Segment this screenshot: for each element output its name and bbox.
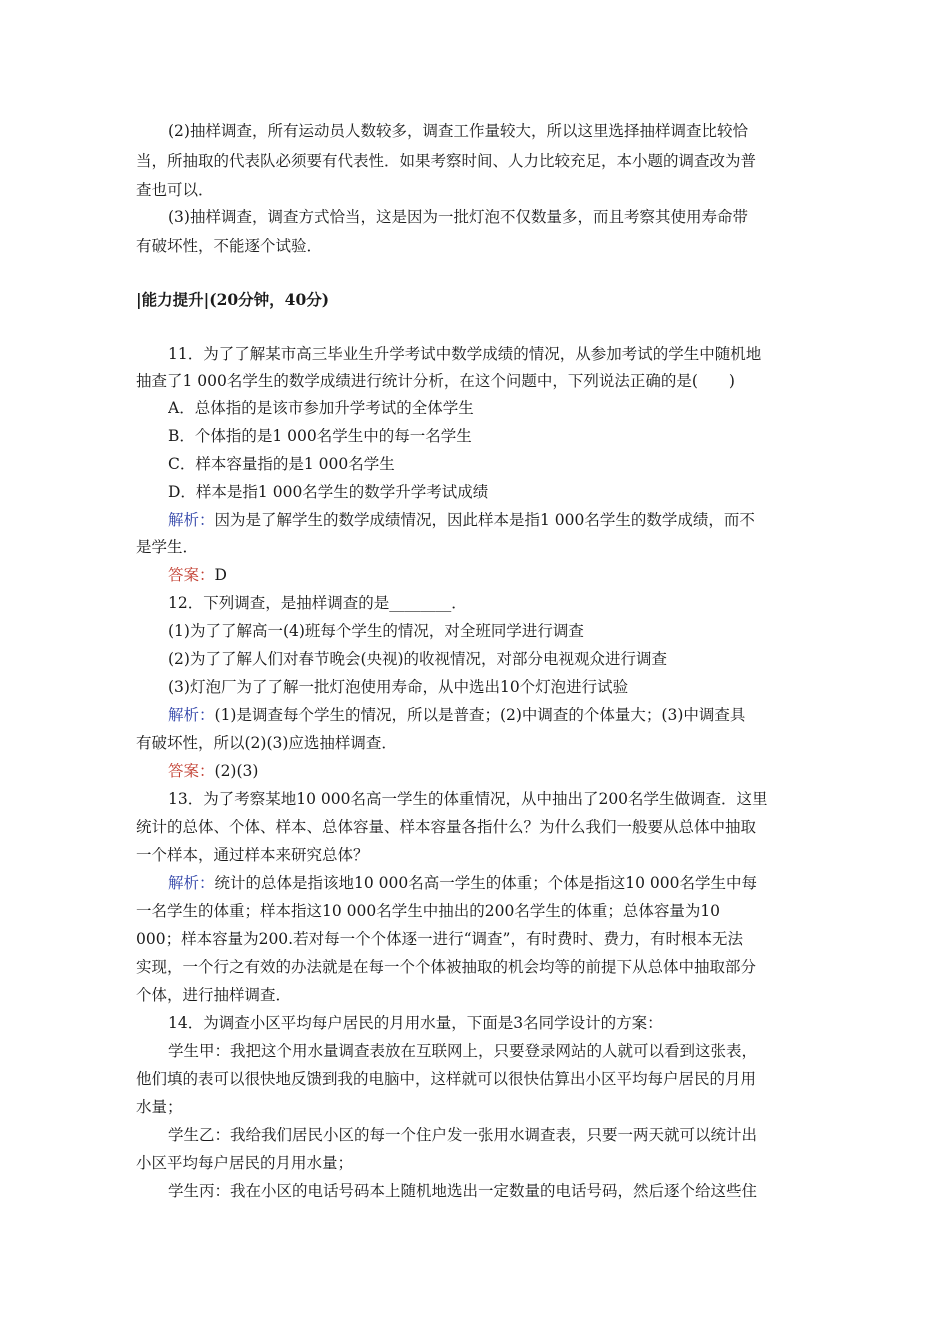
analysis-label: 解析：: [168, 511, 215, 529]
q11-analysis-line1: [168, 506, 816, 534]
q14-student-c-line1: 学生丙：我在小区的电话号码本上随机地选出一定数量的电话号码，然后逐个给这些住: [168, 1182, 758, 1200]
q14-student-a-line3: 水量；: [136, 1098, 183, 1116]
answer-value: (2)(3): [214, 762, 259, 780]
q13-analysis-line5: 个体，进行抽样调查．: [136, 986, 292, 1004]
q13-analysis-line2: 一名学生的体重；样本指这10 000名学生中抽出的200名学生的体重；总体容量为10: [136, 902, 721, 920]
prev-q2-line2: 当，所抽取的代表队必须要有代表性．如果考察时间、人力比较充足，本小题的调查改为普: [136, 152, 757, 170]
q12-item2: (2)为了了解人们对春节晚会(央视)的收视情况，对部分电视观众进行调查: [168, 650, 668, 668]
q11-option-a: A．总体指的是该市参加升学考试的全体学生: [168, 399, 474, 417]
q12-answer: [168, 757, 816, 785]
analysis-label: 解析：: [168, 874, 215, 892]
q12-line1: 12．下列调查，是抽样调查的是________．: [168, 594, 467, 612]
q11-option-c: C．样本容量指的是1 000名学生: [168, 455, 395, 473]
q11-answer: [168, 561, 816, 589]
prev-q3-line2: 有破坏性，不能逐个试验．: [136, 237, 323, 255]
q11-line1: 11．为了了解某市高三毕业生升学考试中数学成绩的情况，从参加考试的学生中随机地: [168, 345, 762, 363]
prev-q2-line1: (2)抽样调查，所有运动员人数较多，调查工作量较大，所以这里选择抽样调查比较恰: [168, 122, 748, 140]
analysis-text: (1)是调查每个学生的情况，所以是普查；(2)中调查的个体量大；(3)中调查具: [214, 706, 746, 724]
q13-line1: 13．为了考察某地10 000名高一学生的体重情况，从中抽出了200名学生做调查．这里: [168, 790, 768, 808]
q12-item1: (1)为了了解高一(4)班每个学生的情况，对全班同学进行调查: [168, 622, 584, 640]
q14-student-b-line2: 小区平均每户居民的月用水量；: [136, 1154, 354, 1172]
answer-value: D: [214, 566, 227, 584]
q13-line2: 统计的总体、个体、样本、总体容量、样本容量各指什么？为什么我们一般要从总体中抽取: [136, 818, 757, 836]
q12-analysis-line2: 有破坏性，所以(2)(3)应选抽样调查．: [136, 734, 397, 752]
q11-line2: 抽查了1 000名学生的数学成绩进行统计分析，在这个问题中，下列说法正确的是( ): [136, 372, 735, 390]
q12-item3: (3)灯泡厂为了了解一批灯泡使用寿命，从中选出10个灯泡进行试验: [168, 678, 629, 696]
prev-q3-line1: (3)抽样调查，调查方式恰当，这是因为一批灯泡不仅数量多，而且考察其使用寿命带: [168, 208, 748, 226]
q14-student-a-line1: 学生甲：我把这个用水量调查表放在互联网上，只要登录网站的人就可以看到这张表，: [168, 1042, 758, 1060]
q11-option-d: D．样本是指1 000名学生的数学升学考试成绩: [168, 483, 489, 501]
q14-student-a-line2: 他们填的表可以很快地反馈到我的电脑中，这样就可以很快估算出小区平均每户居民的月用: [136, 1070, 757, 1088]
analysis-text: 因为是了解学生的数学成绩情况，因此样本是指1 000名学生的数学成绩，而不: [214, 511, 755, 529]
answer-label: 答案：: [168, 762, 215, 780]
q13-analysis-line3: 000；样本容量为200.若对每一个个体逐一进行“调查”，有时费时、费力，有时根本无法: [136, 930, 743, 948]
q14-line1: 14．为调查小区平均每户居民的月用水量，下面是3名同学设计的方案：: [168, 1014, 663, 1032]
prev-q2-line3: 查也可以．: [136, 181, 214, 199]
q13-analysis-line1: [168, 869, 816, 897]
q11-analysis-line2: 是学生．: [136, 538, 199, 556]
analysis-text: 统计的总体是指该地10 000名高一学生的体重；个体是指这10 000名学生中每: [214, 874, 757, 892]
analysis-label: 解析：: [168, 706, 215, 724]
q11-option-b: B．个体指的是1 000名学生中的每一名学生: [168, 427, 472, 445]
answer-label: 答案：: [168, 566, 215, 584]
q13-analysis-line4: 实现，一个行之有效的办法就是在每一个个体被抽取的机会均等的前提下从总体中抽取部分: [136, 958, 757, 976]
section-header: |能力提升|(20分钟，40分): [136, 290, 330, 309]
q13-line3: 一个样本，通过样本来研究总体？: [136, 846, 369, 864]
q12-analysis-line1: [168, 701, 816, 729]
q14-student-b-line1: 学生乙：我给我们居民小区的每一个住户发一张用水调查表，只要一两天就可以统计出: [168, 1126, 758, 1144]
